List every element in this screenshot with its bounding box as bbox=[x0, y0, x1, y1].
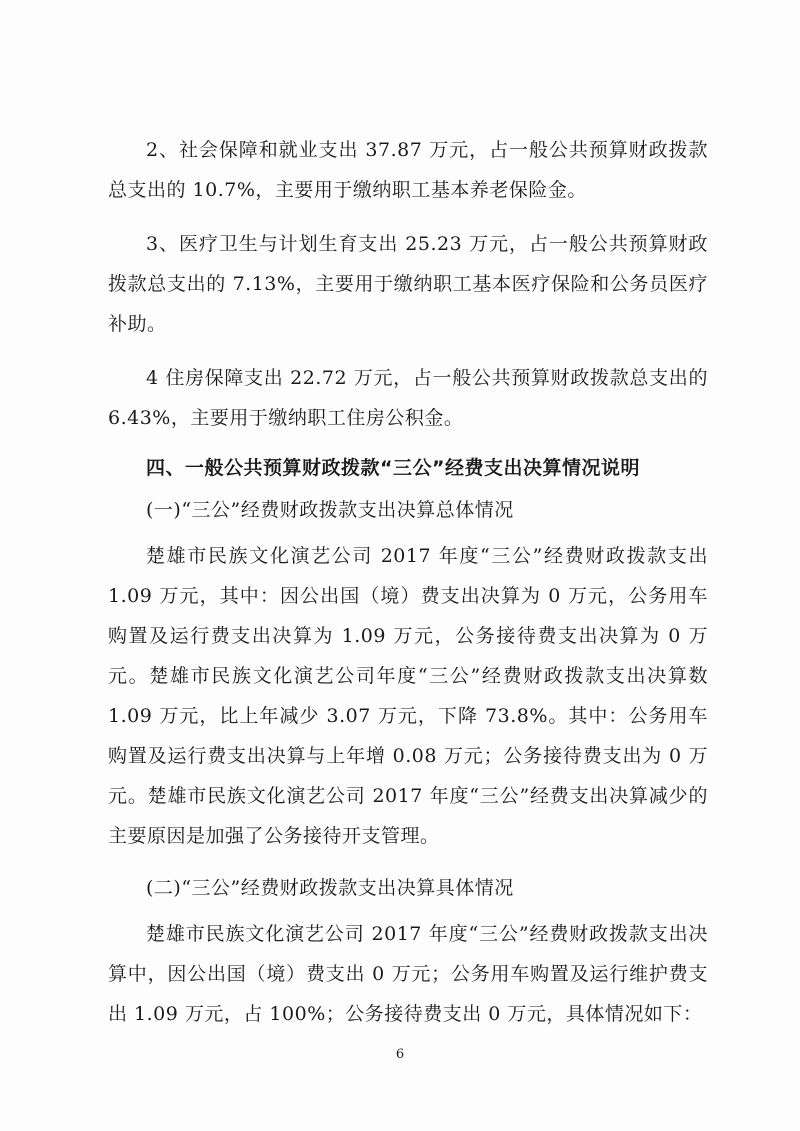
subsection-1-heading: (一)“三公”经费财政拨款支出决算总体情况 bbox=[146, 499, 514, 521]
subsection-2-heading: (二)“三公”经费财政拨款支出决算具体情况 bbox=[146, 877, 514, 899]
subsection-2-body: 楚雄市民族文化演艺公司 2017 年度“三公”经费财政拨款支出决算中，因公出国（境）费支出 0 万元；公务用车购置及运行维护费支出 1.09 万元，占 100%；公务接待费支出 0 万元，具体情况如下： bbox=[108, 923, 708, 1025]
paragraph-housing: 4 住房保障支出 22.72 万元，占一般公共预算财政拨款总支出的 6.43%，主要用于缴纳职工住房公积金。 bbox=[108, 367, 708, 429]
paragraph-social-security: 2、社会保障和就业支出 37.87 万元，占一般公共预算财政拨款总支出的 10.7%，主要用于缴纳职工基本养老保险金。 bbox=[108, 139, 708, 201]
section-heading: 四、一般公共预算财政拨款“三公”经费支出决算情况说明 bbox=[146, 457, 640, 479]
document-body bbox=[108, 130, 708, 1034]
page-number: 6 bbox=[395, 1047, 405, 1062]
paragraph-medical: 3、医疗卫生与计划生育支出 25.23 万元，占一般公共预算财政拨款总支出的 7.13%，主要用于缴纳职工基本医疗保险和公务员医疗补助。 bbox=[108, 233, 708, 335]
subsection-1-body: 楚雄市民族文化演艺公司 2017 年度“三公”经费财政拨款支出 1.09 万元，其中：因公出国（境）费支出决算为 0 万元，公务用车购置及运行费支出决算为 1.09 万元，公务接待费支出决算为 0 万元。楚雄市民族文化演艺公司年度“三公”经费财政拨款支出决算数 1.09 万元，比上年减少 3.07 万元，下降 73.8%。其中：公务用车购置及运行费支出决算与上年增 0.08 万元；公务接待费支出为 0 万元。楚雄市民族文化演艺公司 2017 年度“三公”经费支出决算减少的主要原因是加强了公务接待开支管理。 bbox=[108, 545, 708, 847]
